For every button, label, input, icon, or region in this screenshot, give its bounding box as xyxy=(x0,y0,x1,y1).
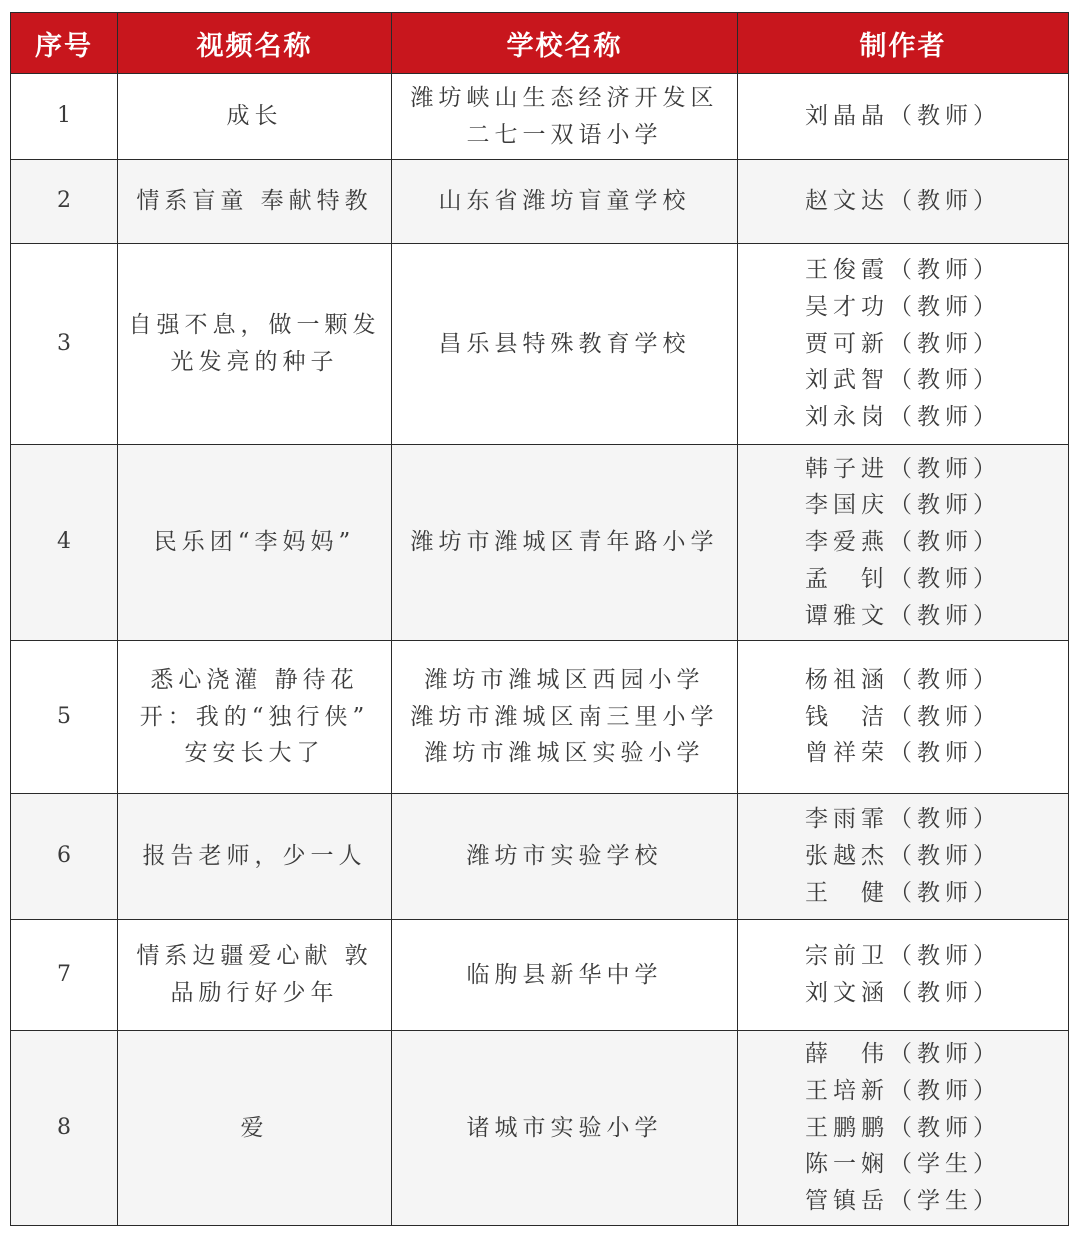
maker xyxy=(738,74,1069,160)
school-name xyxy=(392,74,738,160)
maker-line: 王俊霞（教师） xyxy=(805,257,1001,283)
header-makers: 制作者 xyxy=(738,13,1069,74)
school-name-line: 潍坊市潍城区实验小学 xyxy=(424,740,705,767)
maker-list xyxy=(805,938,1001,1012)
video-title-line: 开：我的“独行侠” xyxy=(139,703,370,730)
row-number: 1 xyxy=(11,74,118,160)
video-title-line: 悉心浇灌 静待花 xyxy=(150,666,359,693)
maker-line: 吴才功（教师） xyxy=(805,293,1001,320)
video-title-line: 安安长大了 xyxy=(184,740,325,767)
header-school: 学校名称 xyxy=(392,13,738,74)
row-number: 2 xyxy=(11,160,118,244)
school-name-line: 潍坊市潍城区西园小学 xyxy=(424,666,705,693)
maker-line: 韩子进（教师） xyxy=(805,455,1001,482)
table-row xyxy=(11,160,1069,244)
maker xyxy=(738,920,1069,1031)
table-row xyxy=(11,1031,1069,1226)
maker-list xyxy=(805,662,1001,772)
table-row xyxy=(11,920,1069,1031)
video-title-line: 自强不息，做一颗发 xyxy=(128,312,381,339)
video-title-line: 情系边疆爱心献 敦 xyxy=(136,943,373,970)
header-row xyxy=(11,13,1069,74)
header-no: 序号 xyxy=(11,13,118,74)
row-number: 5 xyxy=(11,641,118,794)
maker-line: 陈一娴（学生） xyxy=(805,1151,1001,1178)
school-name-line: 二七一双语小学 xyxy=(466,121,663,148)
school-name-line: 潍坊市潍城区南三里小学 xyxy=(410,703,719,730)
video-title xyxy=(118,920,392,1031)
video-title-line: 爱 xyxy=(240,1114,269,1141)
maker-line: 刘晶晶（教师） xyxy=(805,103,1001,130)
maker-line: 宗前卫（教师） xyxy=(805,943,1001,970)
maker-line: 刘永岗（教师） xyxy=(805,404,1001,431)
maker-line: 杨祖涵（教师） xyxy=(805,666,1001,693)
maker-list xyxy=(805,252,1001,436)
school-name-line: 潍坊市实验学校 xyxy=(466,843,663,870)
video-title-line: 情系盲童 奉献特教 xyxy=(136,188,373,215)
header-video-title: 视频名称 xyxy=(118,13,392,74)
video-title xyxy=(118,794,392,920)
video-title xyxy=(118,1031,392,1226)
maker-line: 李爱燕（教师） xyxy=(805,529,1001,556)
maker-list xyxy=(805,451,1001,635)
row-number: 4 xyxy=(11,445,118,641)
table-row xyxy=(11,794,1069,920)
school-name xyxy=(392,641,738,794)
school-name-line: 潍坊峡山生态经济开发区 xyxy=(410,84,719,111)
maker-line: 钱 洁（教师） xyxy=(805,703,1001,730)
video-title xyxy=(118,641,392,794)
maker-line: 刘文涵（教师） xyxy=(805,980,1001,1006)
maker xyxy=(738,794,1069,920)
school-name-line: 临朐县新华中学 xyxy=(466,961,663,988)
row-number: 3 xyxy=(11,244,118,445)
maker-line: 曾祥荣（教师） xyxy=(805,740,1001,767)
school-name xyxy=(392,244,738,445)
school-name-line: 昌乐县特殊教育学校 xyxy=(438,330,691,357)
maker-list xyxy=(805,98,1001,135)
video-title xyxy=(118,160,392,244)
video-title-line: 品励行好少年 xyxy=(170,980,339,1006)
table-row xyxy=(11,74,1069,160)
school-name xyxy=(392,1031,738,1226)
table-row xyxy=(11,445,1069,641)
video-title xyxy=(118,445,392,641)
video-title-line: 报告老师，少一人 xyxy=(142,843,367,870)
works-table xyxy=(10,12,1069,1226)
maker-list xyxy=(805,801,1001,911)
video-title-line: 光发亮的种子 xyxy=(170,349,339,375)
maker-line: 孟 钊（教师） xyxy=(805,565,1001,592)
school-name xyxy=(392,794,738,920)
video-title-line: 成长 xyxy=(226,103,283,130)
maker-line: 谭雅文（教师） xyxy=(805,602,1001,629)
maker-line: 贾可新（教师） xyxy=(805,330,1001,357)
school-name xyxy=(392,160,738,244)
maker xyxy=(738,1031,1069,1226)
maker-line: 李雨霏（教师） xyxy=(805,806,1001,833)
school-name xyxy=(392,445,738,641)
maker-list xyxy=(805,183,1001,220)
school-name xyxy=(392,920,738,1031)
maker-line: 张越杰（教师） xyxy=(805,843,1001,870)
video-title xyxy=(118,74,392,160)
row-number: 8 xyxy=(11,1031,118,1226)
maker xyxy=(738,445,1069,641)
school-name-line: 诸城市实验小学 xyxy=(466,1114,663,1141)
table-row xyxy=(11,244,1069,445)
row-number: 6 xyxy=(11,794,118,920)
school-name-line: 山东省潍坊盲童学校 xyxy=(438,188,691,215)
video-title-line: 民乐团“李妈妈” xyxy=(153,529,356,556)
maker-line: 王 健（教师） xyxy=(805,879,1001,906)
maker-line: 王鹏鹏（教师） xyxy=(805,1114,1001,1141)
maker xyxy=(738,641,1069,794)
maker-line: 薛 伟（教师） xyxy=(805,1041,1001,1067)
maker xyxy=(738,244,1069,445)
video-title xyxy=(118,244,392,445)
maker-line: 管镇岳（学生） xyxy=(805,1188,1001,1215)
maker xyxy=(738,160,1069,244)
school-name-line: 潍坊市潍城区青年路小学 xyxy=(410,529,719,556)
maker-line: 李国庆（教师） xyxy=(805,492,1001,519)
table-body xyxy=(11,74,1069,1226)
maker-line: 赵文达（教师） xyxy=(805,188,1001,215)
row-number: 7 xyxy=(11,920,118,1031)
maker-line: 王培新（教师） xyxy=(805,1077,1001,1104)
maker-list xyxy=(805,1036,1001,1220)
maker-line: 刘武智（教师） xyxy=(805,367,1001,394)
table-container xyxy=(10,12,1068,1226)
table-row xyxy=(11,641,1069,794)
